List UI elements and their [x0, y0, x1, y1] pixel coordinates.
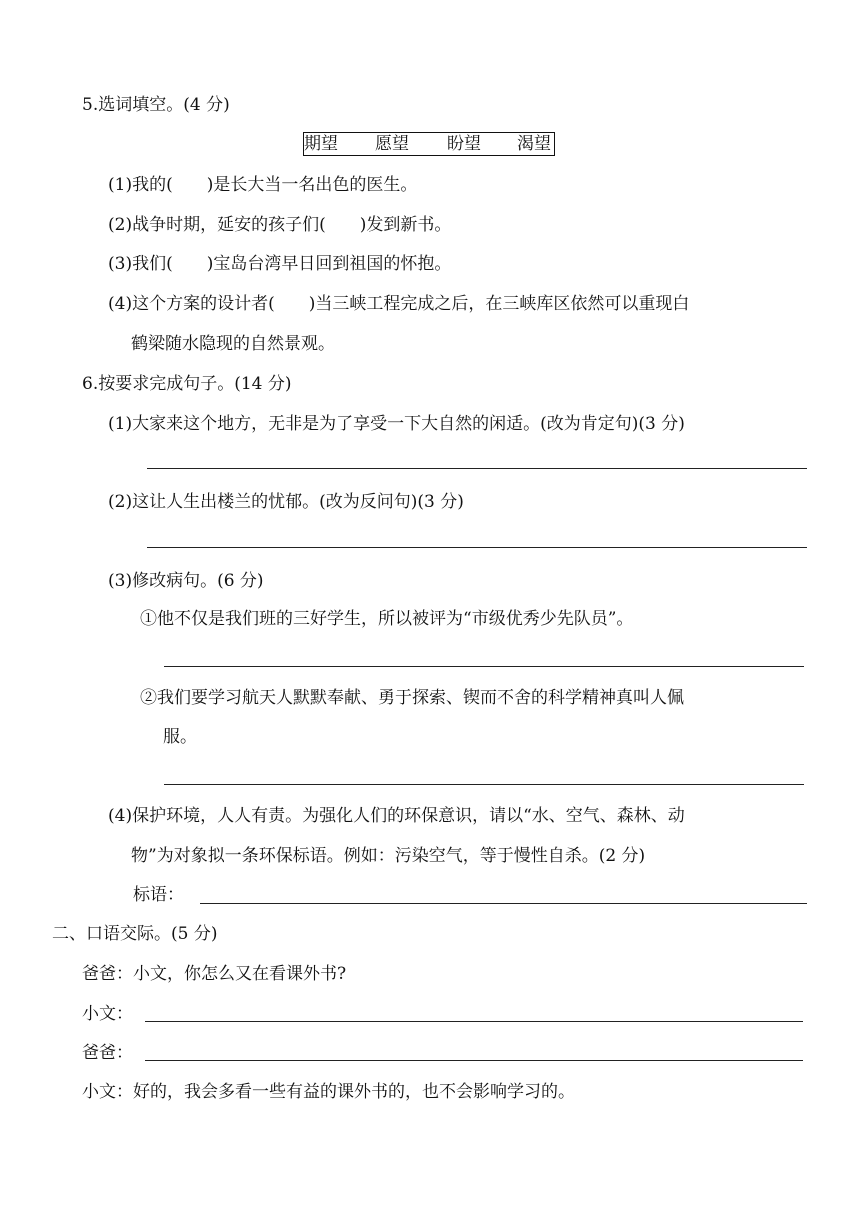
answer-line-1[interactable] [147, 468, 807, 469]
word-option: 期望 [304, 134, 338, 154]
word-option: 渴望 [517, 134, 551, 154]
q6-item-3: (3)修改病句。(6 分) [108, 571, 264, 591]
q5-item-4-cont: 鹤梁随水隐现的自然景观。 [131, 334, 335, 354]
q5-item-3: (3)我们( )宝岛台湾早日回到祖国的怀抱。 [108, 254, 452, 274]
dialogue-line-4: 小文：好的，我会多看一些有益的课外书的，也不会影响学习的。 [82, 1082, 575, 1102]
q5-item-4: (4)这个方案的设计者( )当三峡工程完成之后，在三峡库区依然可以重现白 [108, 294, 690, 314]
dialogue-line-2-label: 小文： [82, 1004, 133, 1024]
slogan-answer-line[interactable] [200, 903, 807, 904]
q6-sub-2: ②我们要学习航天人默默奉献、勇于探索、锲而不舍的科学精神真叫人佩 [140, 688, 684, 708]
word-option: 盼望 [447, 134, 481, 154]
q6-item-1: (1)大家来这个地方，无非是为了享受一下大自然的闲适。(改为肯定句)(3 分) [108, 414, 685, 434]
answer-line-2[interactable] [147, 547, 807, 548]
q6-title: 6.按要求完成句子。(14 分) [82, 374, 292, 394]
dialogue-answer-line-2[interactable] [145, 1060, 803, 1061]
part2-title: 二、口语交际。(5 分) [52, 924, 218, 944]
q5-item-1: (1)我的( )是长大当一名出色的医生。 [108, 175, 418, 195]
q6-sub-1: ①他不仅是我们班的三好学生，所以被评为“市级优秀少先队员”。 [140, 609, 634, 629]
q6-item-2: (2)这让人生出楼兰的忧郁。(改为反问句)(3 分) [108, 492, 464, 512]
word-choice-box [303, 132, 555, 156]
q6-sub-2-cont: 服。 [163, 727, 197, 747]
slogan-label: 标语： [133, 885, 184, 905]
q6-item-4: (4)保护环境，人人有责。为强化人们的环保意识，请以“水、空气、森林、动 [108, 806, 685, 826]
dialogue-answer-line-1[interactable] [145, 1021, 803, 1022]
answer-line-4[interactable] [164, 784, 804, 785]
word-option: 愿望 [375, 134, 409, 154]
q5-title: 5.选词填空。(4 分) [82, 95, 230, 115]
q5-item-2: (2)战争时期，延安的孩子们( )发到新书。 [108, 215, 452, 235]
dialogue-line-3-label: 爸爸： [82, 1043, 133, 1063]
answer-line-3[interactable] [164, 666, 804, 667]
dialogue-line-1: 爸爸：小文，你怎么又在看课外书? [82, 964, 347, 984]
q6-item-4-cont: 物”为对象拟一条环保标语。例如：污染空气，等于慢性自杀。(2 分) [131, 846, 646, 866]
